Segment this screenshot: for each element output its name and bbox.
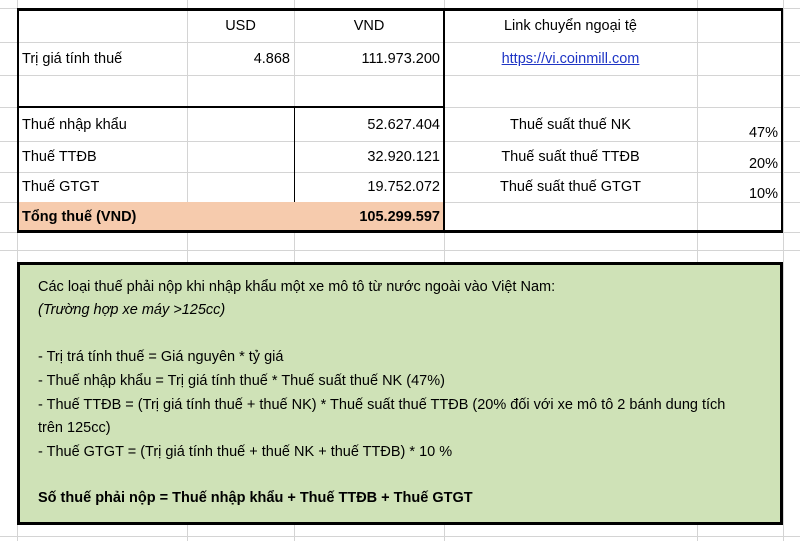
notes-line-taxable-value: - Trị trá tính thuế = Giá nguyên * tỷ giá <box>38 349 284 365</box>
notes-line-special-tax-cont: trên 125cc) <box>38 420 111 436</box>
import-tax-value: 52.627.404 <box>367 116 440 133</box>
header-usd: USD <box>225 18 256 34</box>
tax-explanation-box <box>17 262 783 525</box>
taxable-value-vnd: 111.973.200 <box>361 50 440 67</box>
special-tax-label: Thuế TTĐB <box>22 148 97 165</box>
import-tax-label: Thuế nhập khẩu <box>22 116 127 133</box>
vat-rate-label: Thuế suất thuế GTGT <box>499 179 642 195</box>
special-tax-rate-label: Thuế suất thuế TTĐB <box>501 148 640 165</box>
taxable-value-label: Trị giá tính thuế <box>22 50 123 67</box>
total-tax-value: 105.299.597 <box>359 208 440 225</box>
header-vnd: VND <box>353 18 385 34</box>
notes-intro: Các loại thuế phải nộp khi nhập khẩu một xe mô tô từ nước ngoài vào Việt Nam: <box>38 279 556 295</box>
grid-line <box>0 250 800 251</box>
notes-summary: Số thuế phải nộp = Thuế nhập khẩu + Thuế TTĐB + Thuế GTGT <box>38 490 473 506</box>
import-tax-rate: 47% <box>748 125 778 141</box>
header-link-label: Link chuyển ngoại tệ <box>503 18 637 34</box>
vat-rate: 10% <box>748 186 778 202</box>
notes-line-special-tax: - Thuế TTĐB = (Trị giá tính thuế + thuế NK) * Thuế suất thuế TTĐB (20% đối với xe mô tô 2 bánh dung tích <box>38 397 726 413</box>
coinmill-link[interactable]: https://vi.coinmill.com <box>501 50 640 67</box>
special-tax-value: 32.920.121 <box>367 148 440 165</box>
vat-label: Thuế GTGT <box>22 179 100 195</box>
notes-line-vat: - Thuế GTGT = (Trị giá tính thuế + thuế NK + thuế TTĐB) * 10 % <box>38 444 453 460</box>
taxable-value-usd: 4.868 <box>253 50 290 67</box>
special-tax-rate: 20% <box>748 156 778 172</box>
total-tax-label: Tổng thuế (VND) <box>22 208 137 225</box>
grid-line <box>0 536 800 537</box>
vat-value: 19.752.072 <box>367 179 440 195</box>
grid-line <box>0 75 800 76</box>
notes-case: (Trường hợp xe máy >125cc) <box>38 302 226 318</box>
grid-line <box>783 0 784 541</box>
import-tax-rate-label: Thuế suất thuế NK <box>510 116 631 133</box>
notes-line-import-tax: - Thuế nhập khẩu = Trị giá tính thuế * Thuế suất thuế NK (47%) <box>38 373 445 389</box>
